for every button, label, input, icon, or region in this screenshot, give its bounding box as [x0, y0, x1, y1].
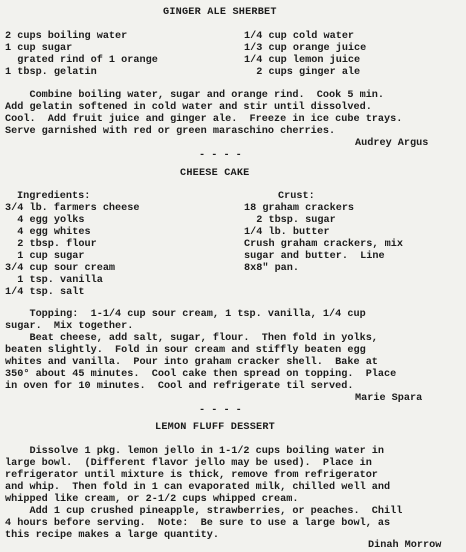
ingredient-line: 1/4 cup lemon juice — [244, 55, 361, 66]
crust-line: 2 tbsp. sugar — [244, 215, 336, 226]
direction-line: Add gelatin softened in cold water and stir until dissolved. — [5, 102, 372, 113]
direction-line: Serve garnished with red or green maraschino cherries. — [5, 126, 336, 137]
ingredients-header: Ingredients: — [17, 191, 91, 202]
direction-line: Combine boiling water, sugar and orange rind. Cook 5 min. — [5, 90, 385, 101]
ingredient-line: 4 egg yolks — [5, 215, 85, 226]
direction-line: large bowl. (Different flavor jello may be used). Place in — [5, 458, 372, 469]
ingredient-line: 2 cups boiling water — [5, 31, 128, 42]
ingredient-line: 1/4 tsp. salt — [5, 287, 85, 298]
ingredient-line: 1 cup sugar — [5, 43, 73, 54]
direction-line: Add 1 cup crushed pineapple, strawberries, or peaches. Chill — [5, 506, 403, 517]
direction-line: whipped like cream, or 2-1/2 cups whipped cream. — [5, 494, 299, 505]
ingredient-line: 2 cups ginger ale — [244, 67, 361, 78]
recipe-author: Marie Spara — [355, 393, 423, 404]
crust-line: 1/4 lb. butter — [244, 227, 330, 238]
section-separator: - - - - — [199, 405, 242, 416]
ingredient-line: 3/4 lb. farmers cheese — [5, 203, 140, 214]
direction-line: Topping: 1-1/4 cup sour cream, 1 tsp. vanilla, 1/4 cup — [5, 309, 366, 320]
ingredient-line: 3/4 cup sour cream — [5, 263, 116, 274]
recipe-title-cheese-cake: CHEESE CAKE — [180, 168, 250, 179]
direction-line: 4 hours before serving. Note: Be sure to use a large bowl, as — [5, 518, 391, 529]
crust-line: 18 graham crackers — [244, 203, 355, 214]
direction-line: refrigerator until mixture is thick, remove from refrigerator — [5, 470, 378, 481]
direction-line: beaten slightly. Fold in sour cream and stiffly beaten egg — [5, 345, 366, 356]
ingredient-line: grated rind of 1 orange — [5, 55, 158, 66]
recipe-author: Dinah Morrow — [368, 540, 442, 551]
ingredient-line: 4 egg whites — [5, 227, 91, 238]
section-separator: - - - - — [199, 150, 242, 161]
ingredient-line: 1 tbsp. gelatin — [5, 67, 97, 78]
direction-line: Beat cheese, add salt, sugar, flour. Then fold in yolks, — [5, 333, 378, 344]
crust-line: sugar and butter. Line — [244, 251, 385, 262]
direction-line: 350° about 45 minutes. Cool cake then spread on topping. Place — [5, 369, 397, 380]
direction-line: whites and vanilla. Pour into graham cracker shell. Bake at — [5, 357, 378, 368]
ingredient-line: 1 tsp. vanilla — [5, 275, 103, 286]
ingredient-line: 1 cup sugar — [5, 251, 85, 262]
ingredient-line: 1/4 cup cold water — [244, 31, 355, 42]
direction-line: in oven for 10 minutes. Cool and refrigerate til served. — [5, 381, 354, 392]
recipe-author: Audrey Argus — [355, 138, 429, 149]
direction-line: sugar. Mix together. — [5, 321, 134, 332]
direction-line: this recipe makes a large quantity. — [5, 530, 219, 541]
crust-header: Crust: — [278, 191, 315, 202]
direction-line: Cool. Add fruit juice and ginger ale. Freeze in ice cube trays. — [5, 114, 403, 125]
ingredient-line: 2 tbsp. flour — [5, 239, 97, 250]
crust-line: 8x8" pan. — [244, 263, 300, 274]
recipe-title-lemon-fluff-dessert: LEMON FLUFF DESSERT — [155, 422, 275, 433]
direction-line: Dissolve 1 pkg. lemon jello in 1-1/2 cups boiling water in — [5, 446, 385, 457]
recipe-title-ginger-ale-sherbet: GINGER ALE SHERBET — [163, 7, 277, 18]
crust-line: Crush graham crackers, mix — [244, 239, 403, 250]
direction-line: and whip. Then fold in 1 can evaporated milk, chilled well and — [5, 482, 391, 493]
ingredient-line: 1/3 cup orange juice — [244, 43, 367, 54]
